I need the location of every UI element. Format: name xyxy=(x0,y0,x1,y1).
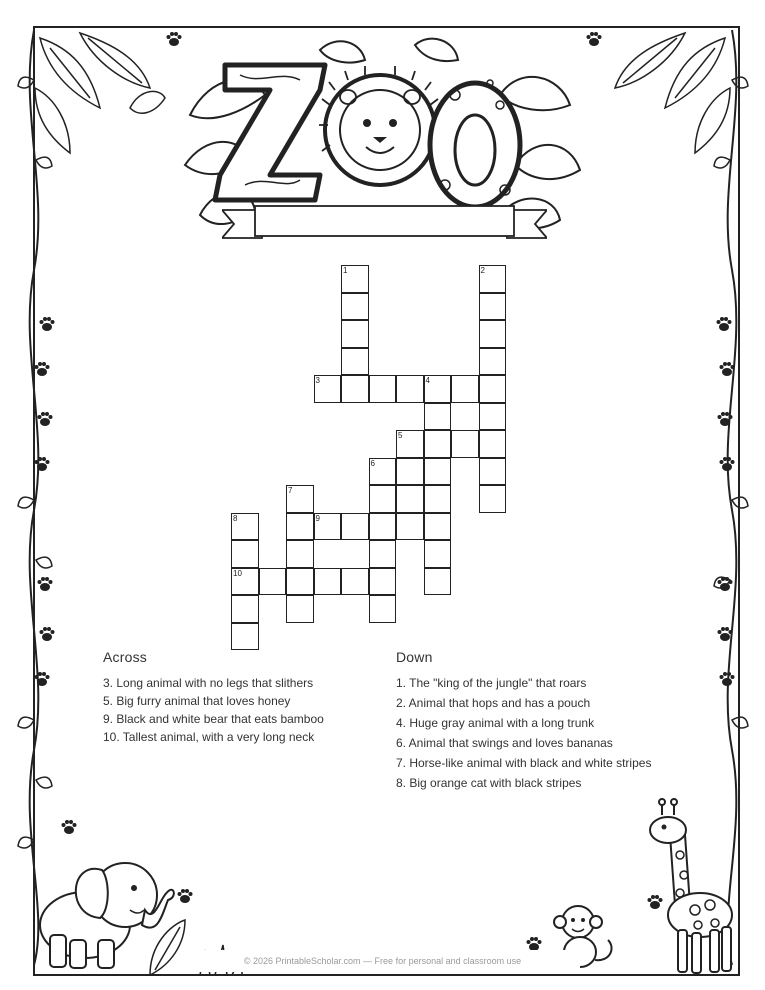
paw-icon xyxy=(36,410,54,428)
crossword-cell[interactable] xyxy=(341,513,369,541)
title-ribbon-banner xyxy=(222,200,547,250)
crossword-cell[interactable] xyxy=(396,458,424,486)
paw-icon xyxy=(165,30,183,48)
crossword-cell[interactable] xyxy=(479,430,507,458)
crossword-cell[interactable] xyxy=(369,375,397,403)
crossword-cell[interactable] xyxy=(341,348,369,376)
crossword-cell[interactable] xyxy=(479,458,507,486)
across-clue: 10. Tallest animal, with a very long neck xyxy=(103,730,315,744)
giraffe-illustration xyxy=(640,795,740,975)
clue-number: 5 xyxy=(398,431,403,440)
crossword-cell[interactable] xyxy=(231,623,259,651)
crossword-cell[interactable] xyxy=(286,513,314,541)
crossword-cell[interactable] xyxy=(231,568,259,596)
crossword-cell[interactable] xyxy=(231,540,259,568)
crossword-cell[interactable] xyxy=(424,375,452,403)
crossword-cell[interactable] xyxy=(424,485,452,513)
down-clue: 1. The "king of the jungle" that roars xyxy=(396,676,587,690)
paw-icon xyxy=(716,575,734,593)
paw-icon xyxy=(718,360,736,378)
crossword-cell[interactable] xyxy=(424,458,452,486)
paw-icon xyxy=(33,360,51,378)
crossword-cell[interactable] xyxy=(286,595,314,623)
crossword-cell[interactable] xyxy=(369,458,397,486)
crossword-cell[interactable] xyxy=(231,513,259,541)
crossword-cell[interactable] xyxy=(396,430,424,458)
paw-icon xyxy=(33,670,51,688)
clue-number: 4 xyxy=(425,376,430,385)
crossword-cell[interactable] xyxy=(341,265,369,293)
down-clues xyxy=(396,648,656,794)
paw-icon xyxy=(36,575,54,593)
top-left-leaves-illustration xyxy=(30,28,170,158)
crossword-cell[interactable] xyxy=(369,513,397,541)
paw-icon xyxy=(38,315,56,333)
paw-icon xyxy=(60,818,78,836)
clue-number: 10 xyxy=(233,568,242,578)
clue-number: 1 xyxy=(343,266,348,275)
across-clues xyxy=(103,648,373,746)
crossword-cell[interactable] xyxy=(369,540,397,568)
crossword-cell[interactable] xyxy=(424,430,452,458)
crossword-cell[interactable] xyxy=(286,540,314,568)
crossword-cell[interactable] xyxy=(479,403,507,431)
crossword-cell[interactable] xyxy=(479,348,507,376)
crossword-cell[interactable] xyxy=(314,568,342,596)
clue-number: 3 xyxy=(315,376,320,385)
down-clue: 6. Animal that swings and loves bananas xyxy=(396,736,613,750)
crossword-cell[interactable] xyxy=(286,568,314,596)
paw-icon xyxy=(38,625,56,643)
across-clue: 5. Big furry animal that loves honey xyxy=(103,694,291,708)
down-clue: 7. Horse-like animal with black and white stripes xyxy=(396,756,652,770)
crossword-cell[interactable] xyxy=(396,513,424,541)
crossword-cell[interactable] xyxy=(369,485,397,513)
crossword-cell[interactable] xyxy=(369,568,397,596)
clue-number: 7 xyxy=(288,486,293,495)
clue-number: 8 xyxy=(233,513,238,523)
down-clue: 8. Big orange cat with black stripes xyxy=(396,776,582,790)
crossword-cell[interactable] xyxy=(451,375,479,403)
crossword-cell[interactable] xyxy=(341,568,369,596)
crossword-cell[interactable] xyxy=(231,595,259,623)
crossword-cell[interactable] xyxy=(424,403,452,431)
down-heading: Down xyxy=(396,649,433,665)
crossword-cell[interactable] xyxy=(424,568,452,596)
paw-icon xyxy=(716,625,734,643)
clue-number: 2 xyxy=(480,266,485,275)
crossword-cell[interactable] xyxy=(314,513,342,541)
crossword-cell[interactable] xyxy=(396,375,424,403)
crossword-cell[interactable] xyxy=(451,430,479,458)
crossword-cell[interactable] xyxy=(341,320,369,348)
crossword-cell[interactable] xyxy=(479,320,507,348)
crossword-cell[interactable] xyxy=(314,375,342,403)
crossword-cell[interactable] xyxy=(341,375,369,403)
crossword-cell[interactable] xyxy=(369,595,397,623)
clue-number: 9 xyxy=(315,513,320,523)
across-clue: 9. Black and white bear that eats bamboo xyxy=(103,712,324,726)
crossword-cell[interactable] xyxy=(396,485,424,513)
crossword-cell[interactable] xyxy=(479,375,507,403)
paw-icon xyxy=(716,410,734,428)
down-clue: 2. Animal that hops and has a pouch xyxy=(396,696,591,710)
crossword-cell[interactable] xyxy=(286,485,314,513)
copyright-footer: © 2026 PrintableScholar.com — Free for personal and classroom use xyxy=(185,950,580,972)
paw-icon xyxy=(715,315,733,333)
clue-number: 6 xyxy=(370,458,375,468)
paw-icon xyxy=(33,455,51,473)
across-heading: Across xyxy=(103,649,147,665)
down-clue: 4. Huge gray animal with a long trunk xyxy=(396,716,595,730)
crossword-cell[interactable] xyxy=(479,485,507,513)
across-clue: 3. Long animal with no legs that slithers xyxy=(103,676,314,690)
crossword-cell[interactable] xyxy=(424,513,452,541)
paw-icon xyxy=(718,455,736,473)
crossword-cell[interactable] xyxy=(341,293,369,321)
crossword-cell[interactable] xyxy=(424,540,452,568)
crossword-cell[interactable] xyxy=(479,293,507,321)
crossword-cell[interactable] xyxy=(479,265,507,293)
paw-icon xyxy=(585,30,603,48)
crossword-cell[interactable] xyxy=(259,568,287,596)
left-vine-decoration xyxy=(14,20,54,970)
paw-icon xyxy=(718,670,736,688)
top-right-leaves-illustration xyxy=(595,28,735,158)
